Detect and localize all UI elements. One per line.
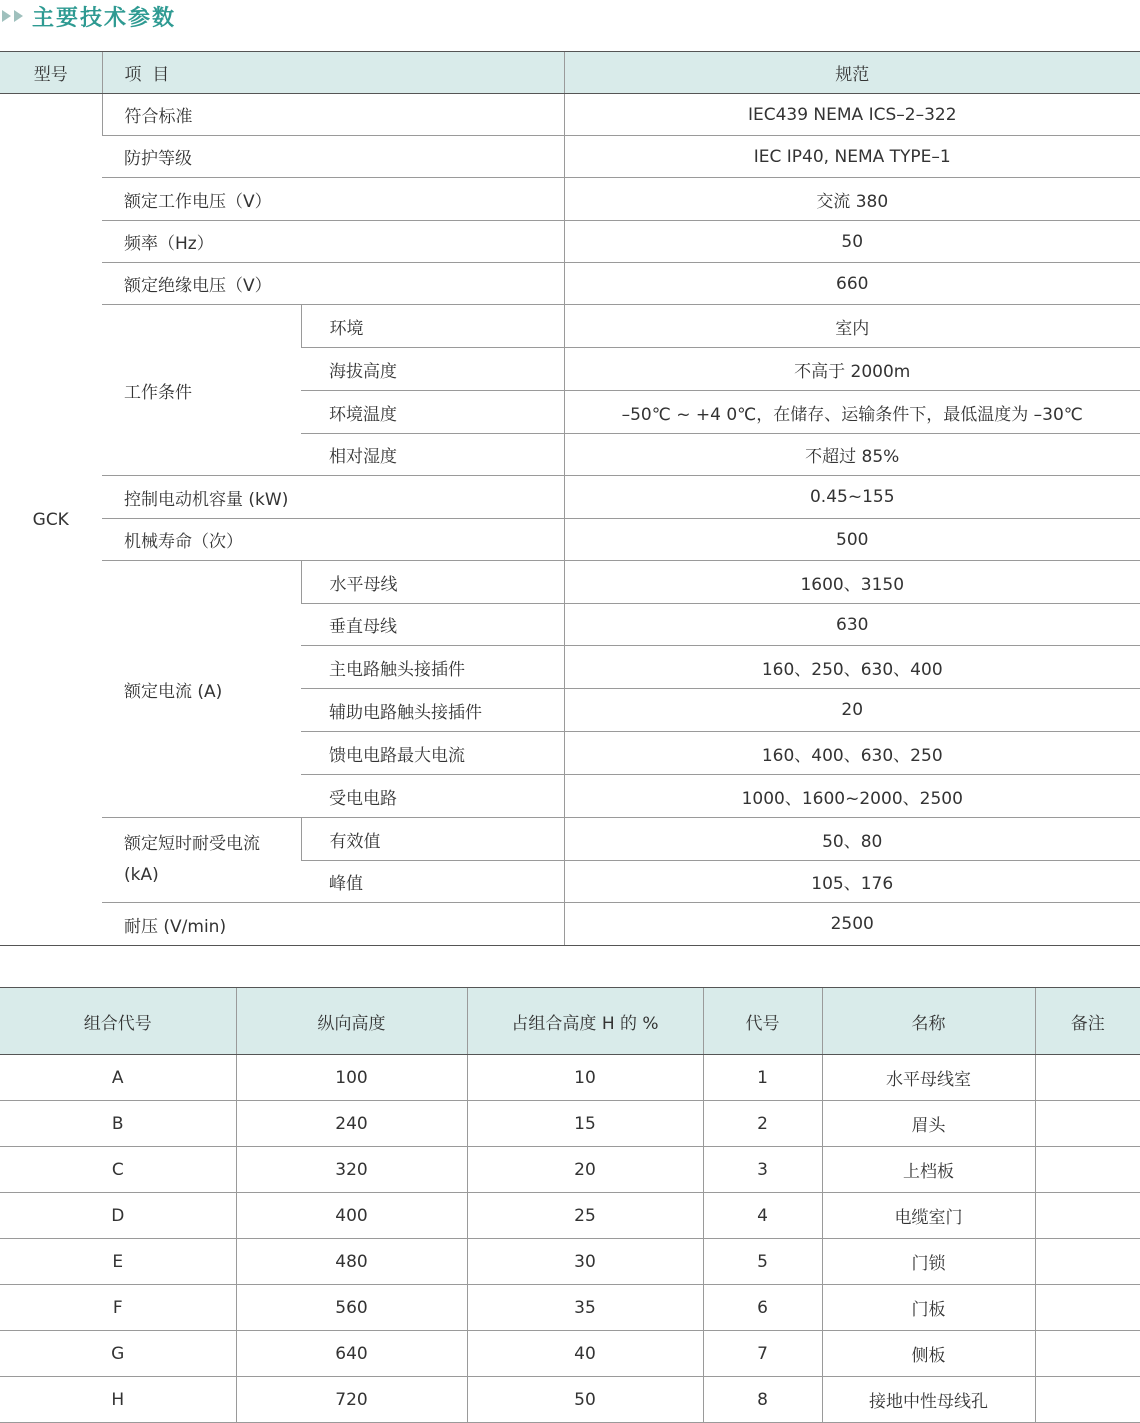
group-label-working-conditions: 工作条件 <box>102 305 301 476</box>
sub-label: 有效值 <box>301 818 564 861</box>
cell <box>1035 1193 1140 1239</box>
cell: 640 <box>236 1331 467 1377</box>
combination-table <box>0 987 1140 1423</box>
row-value: 交流 380 <box>564 178 1140 221</box>
spec-header-row <box>0 52 1140 94</box>
row-value: 160、400、630、250 <box>564 732 1140 775</box>
cell: 7 <box>703 1331 822 1377</box>
row-value: 630 <box>564 604 1140 646</box>
cell: A <box>0 1055 236 1101</box>
sub-label: 馈电电路最大电流 <box>301 732 564 775</box>
table-row <box>0 1055 1140 1101</box>
table-row <box>0 1147 1140 1193</box>
cell: E <box>0 1239 236 1285</box>
row-label: 防护等级 <box>102 136 564 178</box>
section-title-bar <box>0 0 176 32</box>
cell: 20 <box>467 1147 703 1193</box>
cell <box>1035 1239 1140 1285</box>
row-value: 2500 <box>564 903 1140 946</box>
table-row <box>0 1377 1140 1423</box>
sub-label: 环境温度 <box>301 391 564 434</box>
row-value: 1600、3150 <box>564 561 1140 604</box>
table-row <box>0 178 1140 221</box>
table-row <box>0 1239 1140 1285</box>
cell: 门板 <box>822 1285 1035 1331</box>
row-value: 50、80 <box>564 818 1140 861</box>
cell: 8 <box>703 1377 822 1423</box>
row-value: IEC IP40, NEMA TYPE–1 <box>564 136 1140 178</box>
sub-label: 垂直母线 <box>301 604 564 646</box>
header-combo-code: 组合代号 <box>0 988 236 1055</box>
cell: 50 <box>467 1377 703 1423</box>
group-label-line2: (kA) <box>124 865 159 885</box>
table-row <box>0 818 1140 861</box>
sub-label: 相对湿度 <box>301 434 564 476</box>
cell: 侧板 <box>822 1331 1035 1377</box>
cell: 5 <box>703 1239 822 1285</box>
header-code: 代号 <box>703 988 822 1055</box>
spec-table <box>0 51 1140 946</box>
table-row <box>0 305 1140 348</box>
cell: 480 <box>236 1239 467 1285</box>
cell: 接地中性母线孔 <box>822 1377 1035 1423</box>
cell: 门锁 <box>822 1239 1035 1285</box>
table-row <box>0 94 1140 136</box>
cell <box>1035 1147 1140 1193</box>
row-value: –50℃ ~ +4 0℃，在储存、运输条件下，最低温度为 –30℃ <box>564 391 1140 434</box>
row-value: 不超过 85% <box>564 434 1140 476</box>
row-label: 额定工作电压（V） <box>102 178 564 221</box>
row-value: 室内 <box>564 305 1140 348</box>
cell: 2 <box>703 1101 822 1147</box>
table-row <box>0 561 1140 604</box>
cell: 560 <box>236 1285 467 1331</box>
sub-label: 水平母线 <box>301 561 564 604</box>
cell: 400 <box>236 1193 467 1239</box>
row-value: IEC439 NEMA ICS–2–322 <box>564 94 1140 136</box>
cell: H <box>0 1377 236 1423</box>
header-item: 项 目 <box>102 52 564 94</box>
cell: 3 <box>703 1147 822 1193</box>
cell: 1 <box>703 1055 822 1101</box>
cell: 10 <box>467 1055 703 1101</box>
row-value: 500 <box>564 519 1140 561</box>
table-row <box>0 263 1140 305</box>
table-row <box>0 1193 1140 1239</box>
row-label: 符合标准 <box>102 94 564 136</box>
row-value: 660 <box>564 263 1140 305</box>
table-row <box>0 1101 1140 1147</box>
row-value: 20 <box>564 689 1140 732</box>
header-height-percent: 占组合高度 H 的 % <box>467 988 703 1055</box>
sub-label: 环境 <box>301 305 564 348</box>
row-label: 频率（Hz） <box>102 221 564 263</box>
table-row <box>0 1331 1140 1377</box>
cell: C <box>0 1147 236 1193</box>
cell <box>1035 1285 1140 1331</box>
row-value: 50 <box>564 221 1140 263</box>
table-row <box>0 1285 1140 1331</box>
cell: D <box>0 1193 236 1239</box>
cell: 25 <box>467 1193 703 1239</box>
cell: 30 <box>467 1239 703 1285</box>
table-row <box>0 519 1140 561</box>
cell: G <box>0 1331 236 1377</box>
row-value: 1000、1600~2000、2500 <box>564 775 1140 818</box>
sub-label: 海拔高度 <box>301 348 564 391</box>
cell <box>1035 1377 1140 1423</box>
row-label: 控制电动机容量 (kW) <box>102 476 564 519</box>
cell: 40 <box>467 1331 703 1377</box>
cell: 眉头 <box>822 1101 1035 1147</box>
cell: 240 <box>236 1101 467 1147</box>
group-label-rated-current: 额定电流 (A) <box>102 561 301 818</box>
row-label: 耐压 (V/min) <box>102 903 564 946</box>
double-arrow-icon <box>2 10 26 22</box>
group-label-line1: 额定短时耐受电流 <box>124 834 260 854</box>
group-label-short-time-current <box>102 818 301 903</box>
cell: 100 <box>236 1055 467 1101</box>
cell: 320 <box>236 1147 467 1193</box>
row-value: 不高于 2000m <box>564 348 1140 391</box>
sub-label: 主电路触头接插件 <box>301 646 564 689</box>
row-value: 105、176 <box>564 861 1140 903</box>
cell: F <box>0 1285 236 1331</box>
header-name: 名称 <box>822 988 1035 1055</box>
row-value: 160、250、630、400 <box>564 646 1140 689</box>
cell: 上档板 <box>822 1147 1035 1193</box>
model-cell: GCK <box>0 94 102 946</box>
row-label: 机械寿命（次） <box>102 519 564 561</box>
combo-header-row <box>0 988 1140 1055</box>
cell: 15 <box>467 1101 703 1147</box>
cell: 720 <box>236 1377 467 1423</box>
table-row <box>0 903 1140 946</box>
row-label: 额定绝缘电压（V） <box>102 263 564 305</box>
header-vertical-height: 纵向高度 <box>236 988 467 1055</box>
header-remark: 备注 <box>1035 988 1140 1055</box>
sub-label: 受电电路 <box>301 775 564 818</box>
section-title: 主要技术参数 <box>32 5 177 31</box>
row-value: 0.45~155 <box>564 476 1140 519</box>
sub-label: 峰值 <box>301 861 564 903</box>
cell: 6 <box>703 1285 822 1331</box>
cell: 4 <box>703 1193 822 1239</box>
cell: 35 <box>467 1285 703 1331</box>
cell: 水平母线室 <box>822 1055 1035 1101</box>
cell: B <box>0 1101 236 1147</box>
cell <box>1035 1055 1140 1101</box>
cell: 电缆室门 <box>822 1193 1035 1239</box>
header-model: 型号 <box>0 52 102 94</box>
cell <box>1035 1331 1140 1377</box>
table-row <box>0 136 1140 178</box>
table-row <box>0 221 1140 263</box>
header-spec: 规范 <box>564 52 1140 94</box>
sub-label: 辅助电路触头接插件 <box>301 689 564 732</box>
table-row <box>0 476 1140 519</box>
cell <box>1035 1101 1140 1147</box>
